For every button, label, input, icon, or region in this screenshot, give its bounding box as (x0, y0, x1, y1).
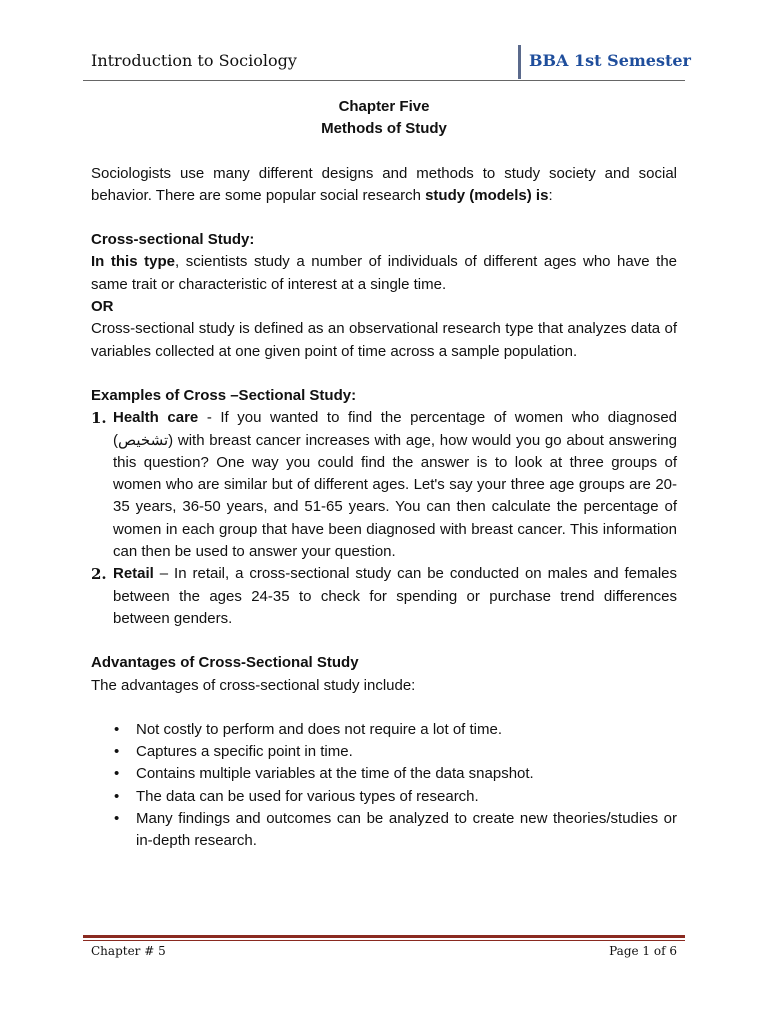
advantages-heading: Advantages of Cross-Sectional Study (91, 654, 359, 672)
bullet-icon: • (114, 810, 120, 828)
page-content (91, 96, 677, 853)
list-item (91, 786, 677, 808)
definition-text: , scientists study a number of individuals of different ages who have the same trait or characteristic of interest at a single time. (91, 253, 677, 293)
footer-rule-thick (83, 935, 685, 938)
intro-paragraph (91, 163, 677, 208)
examples-heading: Examples of Cross –Sectional Study: (91, 386, 357, 404)
header-semester: BBA 1st Semester (529, 51, 691, 70)
example-number: 1. (91, 409, 107, 428)
advantage-text: Captures a specific point in time. (136, 743, 353, 761)
intro-bold: study (models) is (425, 186, 549, 204)
footer-chapter: Chapter # 5 (91, 944, 166, 958)
list-item (91, 808, 677, 853)
example-title: Health care (113, 409, 199, 427)
cross-sectional-definition-1 (91, 251, 677, 296)
example-item-health-care (91, 407, 677, 563)
chapter-title: Methods of Study (321, 120, 447, 138)
advantages-list (91, 719, 677, 853)
intro-text: Sociologists use many different designs and methods to study society and social behavior. There are some popular social research (91, 164, 677, 204)
footer-rule-thin (83, 940, 685, 941)
example-item-retail (91, 563, 677, 630)
header-divider (518, 45, 521, 79)
header-course-title: Introduction to Sociology (91, 51, 297, 70)
advantage-text: Not costly to perform and does not require a lot of time. (136, 720, 503, 738)
bullet-icon: • (114, 765, 120, 783)
bullet-icon: • (114, 787, 120, 805)
list-item (91, 719, 677, 741)
cross-sectional-heading: Cross-sectional Study: (91, 231, 255, 249)
footer-page-number: Page 1 of 6 (609, 944, 677, 958)
example-number: 2. (91, 565, 107, 584)
list-item (91, 763, 677, 785)
example-text: – In retail, a cross-sectional study can be conducted on males and females between the ages 24-35 to check for spending or purchase trend differences between genders. (113, 565, 677, 627)
bullet-icon: • (114, 743, 120, 761)
advantage-text: The data can be used for various types of research. (136, 787, 479, 805)
advantages-intro: The advantages of cross-sectional study include: (91, 676, 416, 694)
list-item (91, 741, 677, 763)
cross-sectional-definition-2: Cross-sectional study is defined as an observational research type that analyzes data of variables collected at one given point of time across a sample population. (91, 320, 677, 360)
intro-end: : (548, 186, 553, 204)
definition-lead: In this type (91, 253, 175, 271)
bullet-icon: • (114, 720, 120, 738)
advantage-text: Many findings and outcomes can be analyzed to create new theories/studies or in-depth research. (136, 810, 677, 850)
example-text: - If you wanted to find the percentage of women who diagnosed (تشخیص) with breast cancer increases with age, how would you go about answering this question? One way you could find the answer is to look at three groups of women who are similar but of different ages. Let's say your three age groups are 20-35 years, 36-50 years, and 51-65 years. You can then calculate the percentage of women in each group that have been diagnosed with breast cancer. This information can then be used to answer your question. (113, 409, 678, 561)
chapter-number: Chapter Five (338, 98, 430, 115)
example-title: Retail (113, 565, 154, 583)
advantage-text: Contains multiple variables at the time of the data snapshot. (136, 765, 534, 783)
examples-list (91, 407, 677, 630)
or-label: OR (91, 298, 114, 316)
header-rule (83, 80, 685, 81)
